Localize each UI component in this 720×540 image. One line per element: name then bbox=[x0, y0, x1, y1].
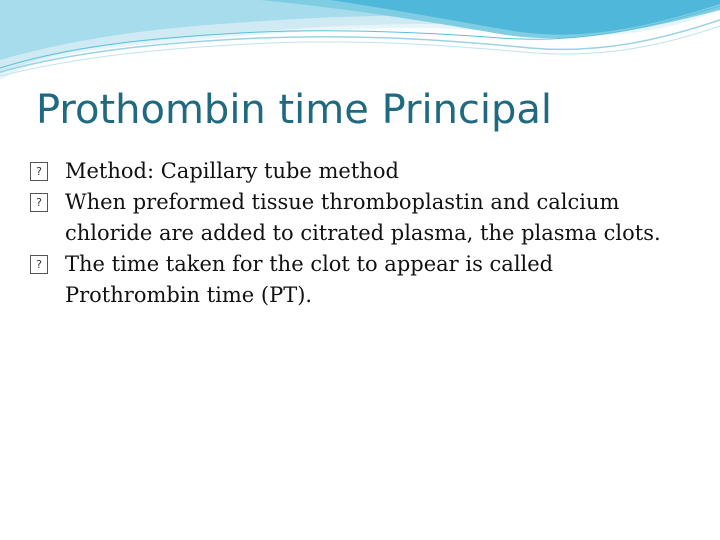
bullet-text: When preformed tissue thromboplastin and calcium chloride are added to citrated plasma, the plasma clots. bbox=[65, 190, 661, 245]
bullet-text: Method: Capillary tube method bbox=[65, 159, 399, 183]
bullet-box-icon: ? bbox=[30, 255, 48, 274]
bullet-box-icon: ? bbox=[30, 193, 48, 212]
bullet-list bbox=[30, 156, 690, 311]
slide-title: Prothombin time Principal bbox=[36, 87, 553, 133]
bullet-item bbox=[30, 156, 690, 187]
header-wave-decoration bbox=[0, 0, 720, 90]
bullet-text: The time taken for the clot to appear is called Prothrombin time (PT). bbox=[65, 252, 554, 307]
bullet-box-icon: ? bbox=[30, 162, 48, 181]
bullet-item bbox=[30, 187, 690, 249]
bullet-item bbox=[30, 249, 690, 311]
